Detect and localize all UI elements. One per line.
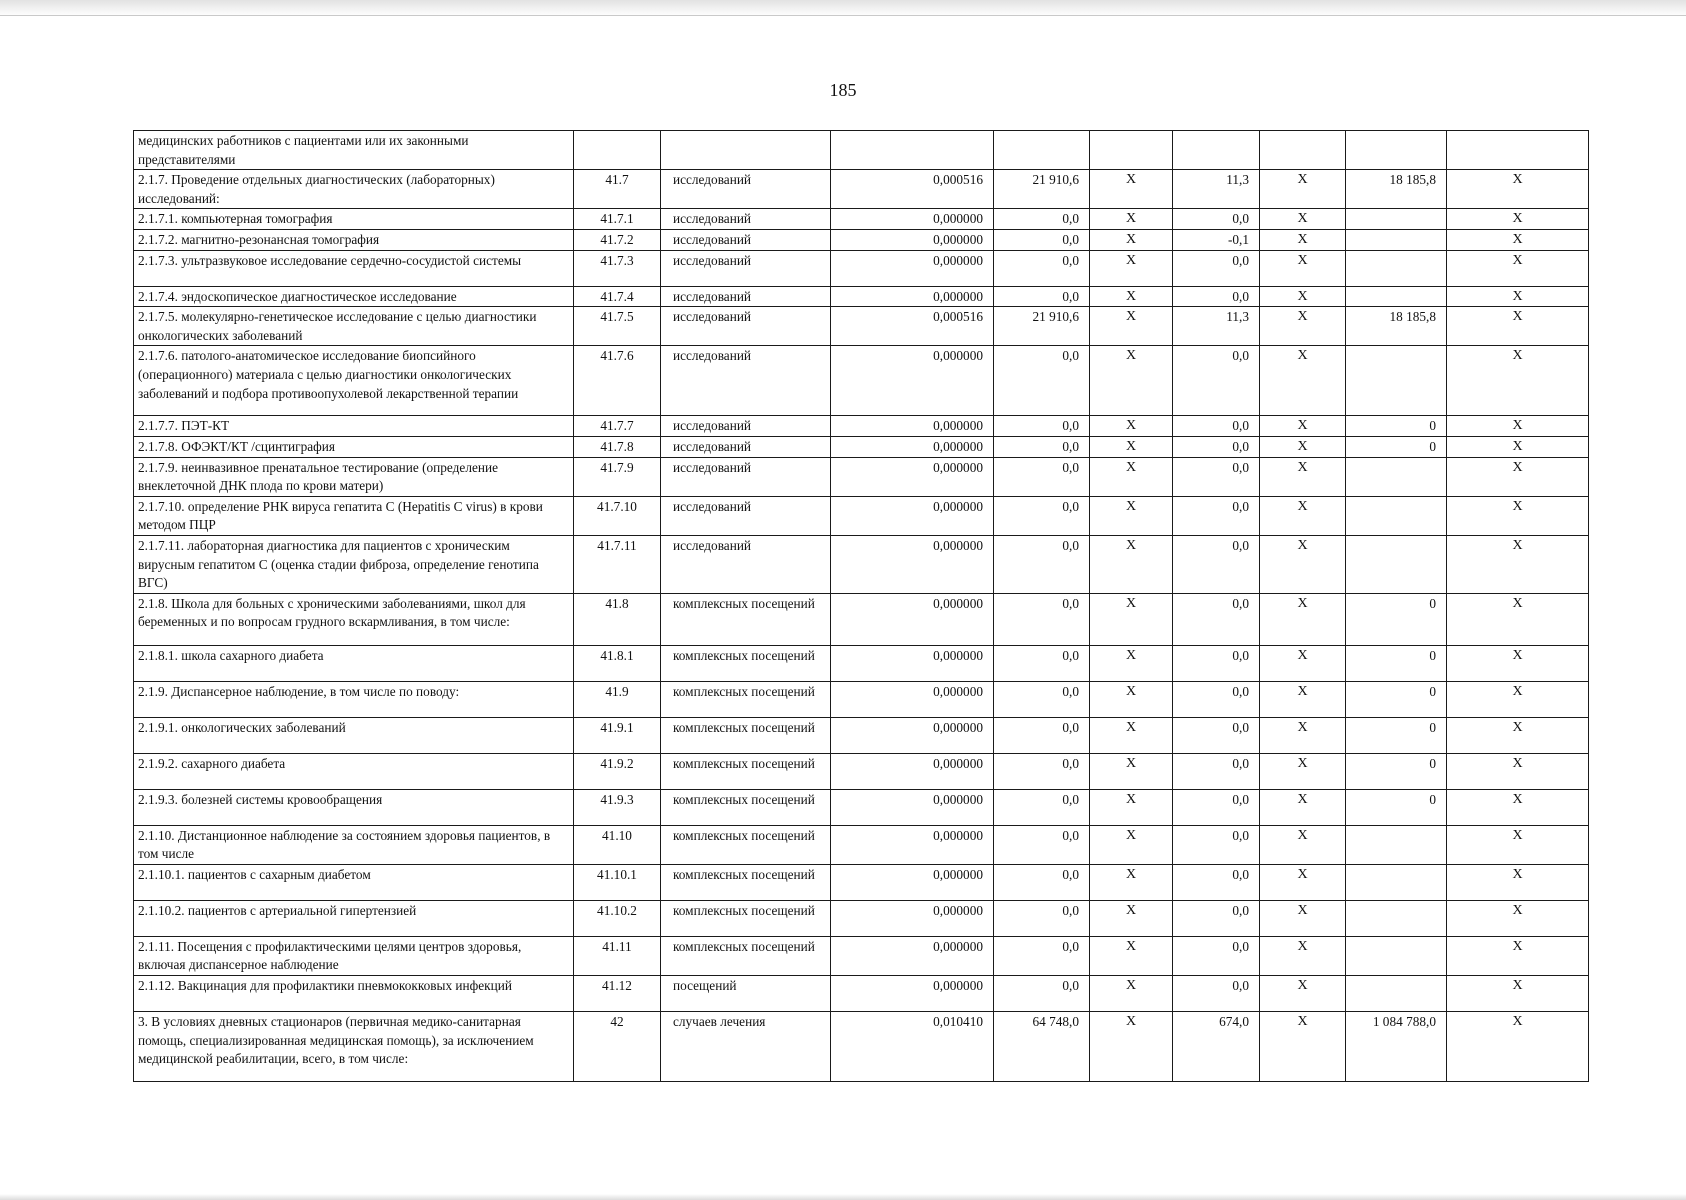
row-x2: X bbox=[1260, 789, 1346, 825]
row-norm: 0,000000 bbox=[831, 535, 994, 593]
row-cost: 0,0 bbox=[994, 645, 1090, 681]
row-unit: исследований bbox=[661, 535, 831, 593]
table-row bbox=[134, 209, 1589, 230]
row-x3: X bbox=[1447, 717, 1589, 753]
row-x2: X bbox=[1260, 864, 1346, 900]
row-label: 2.1.7.4. эндоскопическое диагностическое исследование bbox=[134, 286, 574, 307]
table-row bbox=[134, 593, 1589, 645]
row-sum: 0 bbox=[1346, 645, 1447, 681]
row-sum bbox=[1346, 825, 1447, 864]
row-x1: X bbox=[1090, 229, 1173, 250]
row-x1: X bbox=[1090, 976, 1173, 1012]
row-norm: 0,000000 bbox=[831, 753, 994, 789]
row-x3: X bbox=[1447, 1012, 1589, 1082]
row-cost: 0,0 bbox=[994, 250, 1090, 286]
row-norm: 0,010410 bbox=[831, 1012, 994, 1082]
row-x2: X bbox=[1260, 753, 1346, 789]
row-x1: X bbox=[1090, 900, 1173, 936]
row-cost: 0,0 bbox=[994, 976, 1090, 1012]
row-cost: 0,0 bbox=[994, 900, 1090, 936]
row-code: 41.7.9 bbox=[574, 457, 661, 496]
row-x1: X bbox=[1090, 593, 1173, 645]
row-code: 41.8.1 bbox=[574, 645, 661, 681]
row-x1: X bbox=[1090, 535, 1173, 593]
table-row bbox=[134, 936, 1589, 975]
row-sum bbox=[1346, 229, 1447, 250]
row-x2: X bbox=[1260, 1012, 1346, 1082]
row-cost: 0,0 bbox=[994, 825, 1090, 864]
table-row bbox=[134, 753, 1589, 789]
row-x3: X bbox=[1447, 496, 1589, 535]
row-code: 41.7.7 bbox=[574, 416, 661, 437]
table-row bbox=[134, 900, 1589, 936]
row-per-capita: 0,0 bbox=[1173, 717, 1260, 753]
row-sum: 0 bbox=[1346, 593, 1447, 645]
row-x2: X bbox=[1260, 717, 1346, 753]
row-x1: X bbox=[1090, 286, 1173, 307]
row-code: 41.7.10 bbox=[574, 496, 661, 535]
row-x1: X bbox=[1090, 209, 1173, 230]
row-x1: X bbox=[1090, 753, 1173, 789]
table-row bbox=[134, 307, 1589, 346]
row-sum: 0 bbox=[1346, 753, 1447, 789]
table-row bbox=[134, 976, 1589, 1012]
scan-edge-bottom bbox=[0, 1194, 1686, 1200]
row-x2: X bbox=[1260, 593, 1346, 645]
row-x3: X bbox=[1447, 864, 1589, 900]
row-code: 41.8 bbox=[574, 593, 661, 645]
row-x3: X bbox=[1447, 535, 1589, 593]
row-sum bbox=[1346, 900, 1447, 936]
row-label: 2.1.8. Школа для больных с хроническими заболеваниями, школ для беременных и по вопросам грудного вскармливания, в том числе: bbox=[134, 593, 574, 645]
row-per-capita: 0,0 bbox=[1173, 250, 1260, 286]
row-per-capita: 0,0 bbox=[1173, 286, 1260, 307]
row-sum bbox=[1346, 209, 1447, 230]
row-sum: 18 185,8 bbox=[1346, 170, 1447, 209]
row-x1: X bbox=[1090, 496, 1173, 535]
row-cost: 21 910,6 bbox=[994, 170, 1090, 209]
row-cost: 0,0 bbox=[994, 717, 1090, 753]
row-unit: исследований bbox=[661, 416, 831, 437]
row-label: 3. В условиях дневных стационаров (первичная медико-санитарная помощь, специализированная медицинская помощь), за исключением медицинской реабилитации, всего, в том числе: bbox=[134, 1012, 574, 1082]
row-x1: X bbox=[1090, 307, 1173, 346]
row-unit: исследований bbox=[661, 436, 831, 457]
row-sum bbox=[1346, 457, 1447, 496]
row-code: 42 bbox=[574, 1012, 661, 1082]
table-row bbox=[134, 416, 1589, 437]
row-unit: исследований bbox=[661, 496, 831, 535]
row-unit: комплексных посещений bbox=[661, 753, 831, 789]
row-per-capita: 0,0 bbox=[1173, 436, 1260, 457]
row-label: 2.1.7.8. ОФЭКТ/КТ /сцинтиграфия bbox=[134, 436, 574, 457]
scan-edge-line bbox=[0, 15, 1686, 16]
row-x1 bbox=[1090, 131, 1173, 170]
table-row bbox=[134, 496, 1589, 535]
row-unit bbox=[661, 131, 831, 170]
row-cost: 0,0 bbox=[994, 286, 1090, 307]
table-row bbox=[134, 250, 1589, 286]
row-label: 2.1.7.1. компьютерная томография bbox=[134, 209, 574, 230]
row-x1: X bbox=[1090, 436, 1173, 457]
row-norm: 0,000000 bbox=[831, 250, 994, 286]
row-x3: X bbox=[1447, 753, 1589, 789]
row-sum: 0 bbox=[1346, 717, 1447, 753]
table-row bbox=[134, 229, 1589, 250]
row-x1: X bbox=[1090, 681, 1173, 717]
row-norm: 0,000000 bbox=[831, 825, 994, 864]
row-label: 2.1.7.7. ПЭТ-КТ bbox=[134, 416, 574, 437]
row-x3: X bbox=[1447, 209, 1589, 230]
table-row bbox=[134, 436, 1589, 457]
row-code: 41.9.2 bbox=[574, 753, 661, 789]
row-x1: X bbox=[1090, 170, 1173, 209]
row-label: медицинских работников с пациентами или их законными представителями bbox=[134, 131, 574, 170]
row-sum bbox=[1346, 131, 1447, 170]
row-x3: X bbox=[1447, 900, 1589, 936]
row-x3: X bbox=[1447, 307, 1589, 346]
row-x2: X bbox=[1260, 209, 1346, 230]
row-norm: 0,000000 bbox=[831, 346, 994, 416]
row-sum bbox=[1346, 936, 1447, 975]
row-sum bbox=[1346, 976, 1447, 1012]
row-x2: X bbox=[1260, 170, 1346, 209]
row-cost bbox=[994, 131, 1090, 170]
row-unit: исследований bbox=[661, 286, 831, 307]
row-x1: X bbox=[1090, 717, 1173, 753]
row-per-capita: 0,0 bbox=[1173, 457, 1260, 496]
row-per-capita: 0,0 bbox=[1173, 346, 1260, 416]
row-x3: X bbox=[1447, 346, 1589, 416]
row-unit: комплексных посещений bbox=[661, 936, 831, 975]
row-cost: 0,0 bbox=[994, 436, 1090, 457]
row-cost: 0,0 bbox=[994, 936, 1090, 975]
row-code: 41.10.1 bbox=[574, 864, 661, 900]
row-x3: X bbox=[1447, 825, 1589, 864]
row-x2: X bbox=[1260, 936, 1346, 975]
row-code: 41.9.1 bbox=[574, 717, 661, 753]
row-unit: комплексных посещений bbox=[661, 645, 831, 681]
row-x1: X bbox=[1090, 250, 1173, 286]
row-x3: X bbox=[1447, 936, 1589, 975]
row-per-capita: -0,1 bbox=[1173, 229, 1260, 250]
row-x3 bbox=[1447, 131, 1589, 170]
row-x1: X bbox=[1090, 457, 1173, 496]
row-x1: X bbox=[1090, 936, 1173, 975]
row-unit: исследований bbox=[661, 229, 831, 250]
row-x2: X bbox=[1260, 229, 1346, 250]
row-unit: случаев лечения bbox=[661, 1012, 831, 1082]
row-x2 bbox=[1260, 131, 1346, 170]
row-sum: 18 185,8 bbox=[1346, 307, 1447, 346]
row-label: 2.1.9.2. сахарного диабета bbox=[134, 753, 574, 789]
row-per-capita: 0,0 bbox=[1173, 681, 1260, 717]
row-cost: 0,0 bbox=[994, 593, 1090, 645]
row-norm: 0,000000 bbox=[831, 286, 994, 307]
row-x2: X bbox=[1260, 250, 1346, 286]
row-unit: исследований bbox=[661, 346, 831, 416]
row-x1: X bbox=[1090, 645, 1173, 681]
row-per-capita: 0,0 bbox=[1173, 936, 1260, 975]
row-x2: X bbox=[1260, 307, 1346, 346]
row-label: 2.1.9.3. болезней системы кровообращения bbox=[134, 789, 574, 825]
row-sum bbox=[1346, 496, 1447, 535]
row-unit: исследований bbox=[661, 170, 831, 209]
row-label: 2.1.10.1. пациентов с сахарным диабетом bbox=[134, 864, 574, 900]
table-row bbox=[134, 681, 1589, 717]
row-sum bbox=[1346, 535, 1447, 593]
row-sum: 0 bbox=[1346, 789, 1447, 825]
row-norm: 0,000000 bbox=[831, 681, 994, 717]
row-x2: X bbox=[1260, 416, 1346, 437]
row-norm: 0,000000 bbox=[831, 789, 994, 825]
row-norm: 0,000516 bbox=[831, 307, 994, 346]
row-x2: X bbox=[1260, 900, 1346, 936]
row-label: 2.1.7.9. неинвазивное пренатальное тестирование (определение внеклеточной ДНК плода по крови матери) bbox=[134, 457, 574, 496]
page-number: 185 bbox=[829, 80, 857, 100]
row-x1: X bbox=[1090, 1012, 1173, 1082]
row-code: 41.7.6 bbox=[574, 346, 661, 416]
row-x1: X bbox=[1090, 789, 1173, 825]
table-row bbox=[134, 170, 1589, 209]
row-x3: X bbox=[1447, 645, 1589, 681]
row-unit: исследований bbox=[661, 209, 831, 230]
row-norm: 0,000000 bbox=[831, 229, 994, 250]
row-x2: X bbox=[1260, 681, 1346, 717]
row-per-capita: 0,0 bbox=[1173, 825, 1260, 864]
data-table bbox=[133, 130, 1589, 1082]
row-label: 2.1.8.1. школа сахарного диабета bbox=[134, 645, 574, 681]
row-label: 2.1.7.5. молекулярно-генетическое исследование с целью диагностики онкологических заболеваний bbox=[134, 307, 574, 346]
row-unit: комплексных посещений bbox=[661, 789, 831, 825]
row-code: 41.7.2 bbox=[574, 229, 661, 250]
row-sum bbox=[1346, 864, 1447, 900]
row-x1: X bbox=[1090, 346, 1173, 416]
row-per-capita: 674,0 bbox=[1173, 1012, 1260, 1082]
table-row bbox=[134, 457, 1589, 496]
table-row bbox=[134, 825, 1589, 864]
row-cost: 21 910,6 bbox=[994, 307, 1090, 346]
row-x3: X bbox=[1447, 170, 1589, 209]
row-per-capita: 0,0 bbox=[1173, 416, 1260, 437]
row-cost: 0,0 bbox=[994, 864, 1090, 900]
row-per-capita: 0,0 bbox=[1173, 864, 1260, 900]
row-x3: X bbox=[1447, 681, 1589, 717]
row-cost: 0,0 bbox=[994, 496, 1090, 535]
row-x2: X bbox=[1260, 825, 1346, 864]
row-code: 41.12 bbox=[574, 976, 661, 1012]
table-row bbox=[134, 286, 1589, 307]
table-row bbox=[134, 131, 1589, 170]
row-x3: X bbox=[1447, 250, 1589, 286]
row-norm: 0,000000 bbox=[831, 593, 994, 645]
row-cost: 0,0 bbox=[994, 346, 1090, 416]
table-row bbox=[134, 535, 1589, 593]
scan-edge-top bbox=[0, 0, 1686, 16]
row-label: 2.1.7. Проведение отдельных диагностических (лабораторных) исследований: bbox=[134, 170, 574, 209]
row-label: 2.1.9.1. онкологических заболеваний bbox=[134, 717, 574, 753]
row-norm: 0,000000 bbox=[831, 416, 994, 437]
row-norm: 0,000000 bbox=[831, 936, 994, 975]
row-x2: X bbox=[1260, 286, 1346, 307]
row-x1: X bbox=[1090, 416, 1173, 437]
row-per-capita: 0,0 bbox=[1173, 535, 1260, 593]
row-code: 41.7 bbox=[574, 170, 661, 209]
row-label: 2.1.10.2. пациентов с артериальной гипертензией bbox=[134, 900, 574, 936]
row-x1: X bbox=[1090, 825, 1173, 864]
table-row bbox=[134, 346, 1589, 416]
row-x3: X bbox=[1447, 789, 1589, 825]
row-unit: комплексных посещений bbox=[661, 864, 831, 900]
row-code: 41.7.8 bbox=[574, 436, 661, 457]
row-norm: 0,000000 bbox=[831, 209, 994, 230]
row-x2: X bbox=[1260, 457, 1346, 496]
row-per-capita: 0,0 bbox=[1173, 593, 1260, 645]
row-code: 41.7.1 bbox=[574, 209, 661, 230]
row-norm: 0,000000 bbox=[831, 717, 994, 753]
row-cost: 0,0 bbox=[994, 753, 1090, 789]
row-norm: 0,000000 bbox=[831, 436, 994, 457]
row-x2: X bbox=[1260, 436, 1346, 457]
row-x2: X bbox=[1260, 645, 1346, 681]
row-label: 2.1.9. Диспансерное наблюдение, в том числе по поводу: bbox=[134, 681, 574, 717]
table-row bbox=[134, 1012, 1589, 1082]
row-cost: 0,0 bbox=[994, 457, 1090, 496]
table-row bbox=[134, 717, 1589, 753]
row-norm: 0,000000 bbox=[831, 496, 994, 535]
table-row bbox=[134, 864, 1589, 900]
row-code: 41.7.3 bbox=[574, 250, 661, 286]
row-code: 41.11 bbox=[574, 936, 661, 975]
row-norm: 0,000000 bbox=[831, 645, 994, 681]
row-code bbox=[574, 131, 661, 170]
table-row bbox=[134, 645, 1589, 681]
row-x1: X bbox=[1090, 864, 1173, 900]
row-unit: комплексных посещений bbox=[661, 825, 831, 864]
row-label: 2.1.7.2. магнитно-резонансная томография bbox=[134, 229, 574, 250]
row-sum: 0 bbox=[1346, 436, 1447, 457]
row-code: 41.10.2 bbox=[574, 900, 661, 936]
row-sum bbox=[1346, 250, 1447, 286]
row-label: 2.1.7.3. ультразвуковое исследование сердечно-сосудистой системы bbox=[134, 250, 574, 286]
row-cost: 0,0 bbox=[994, 416, 1090, 437]
row-code: 41.7.11 bbox=[574, 535, 661, 593]
row-x3: X bbox=[1447, 593, 1589, 645]
row-label: 2.1.7.6. патолого-анатомическое исследование биопсийного (операционного) материала с целью диагностики онкологических заболеваний и подбора противоопухолевой лекарственной терапии bbox=[134, 346, 574, 416]
row-x3: X bbox=[1447, 416, 1589, 437]
row-code: 41.9.3 bbox=[574, 789, 661, 825]
row-unit: комплексных посещений bbox=[661, 593, 831, 645]
row-unit: комплексных посещений bbox=[661, 681, 831, 717]
row-label: 2.1.12. Вакцинация для профилактики пневмококковых инфекций bbox=[134, 976, 574, 1012]
row-per-capita: 11,3 bbox=[1173, 170, 1260, 209]
row-per-capita: 0,0 bbox=[1173, 900, 1260, 936]
row-per-capita bbox=[1173, 131, 1260, 170]
row-unit: комплексных посещений bbox=[661, 900, 831, 936]
row-unit: исследований bbox=[661, 250, 831, 286]
row-cost: 0,0 bbox=[994, 681, 1090, 717]
row-per-capita: 0,0 bbox=[1173, 496, 1260, 535]
row-per-capita: 11,3 bbox=[1173, 307, 1260, 346]
row-x2: X bbox=[1260, 346, 1346, 416]
row-x2: X bbox=[1260, 496, 1346, 535]
row-x3: X bbox=[1447, 436, 1589, 457]
row-unit: комплексных посещений bbox=[661, 717, 831, 753]
row-sum: 1 084 788,0 bbox=[1346, 1012, 1447, 1082]
row-code: 41.7.4 bbox=[574, 286, 661, 307]
row-label: 2.1.7.10. определение РНК вируса гепатита С (Hepatitis C virus) в крови методом ПЦР bbox=[134, 496, 574, 535]
row-sum bbox=[1346, 346, 1447, 416]
row-cost: 64 748,0 bbox=[994, 1012, 1090, 1082]
row-norm: 0,000000 bbox=[831, 864, 994, 900]
row-x2: X bbox=[1260, 535, 1346, 593]
row-label: 2.1.7.11. лабораторная диагностика для пациентов с хроническим вирусным гепатитом С (оценка стадии фиброза, определение генотипа ВГС) bbox=[134, 535, 574, 593]
row-label: 2.1.10. Дистанционное наблюдение за состоянием здоровья пациентов, в том числе bbox=[134, 825, 574, 864]
row-sum: 0 bbox=[1346, 416, 1447, 437]
row-cost: 0,0 bbox=[994, 209, 1090, 230]
row-sum bbox=[1346, 286, 1447, 307]
row-label: 2.1.11. Посещения с профилактическими целями центров здоровья, включая диспансерное наблюдение bbox=[134, 936, 574, 975]
row-norm: 0,000000 bbox=[831, 457, 994, 496]
row-x3: X bbox=[1447, 286, 1589, 307]
row-x2: X bbox=[1260, 976, 1346, 1012]
row-x3: X bbox=[1447, 457, 1589, 496]
row-per-capita: 0,0 bbox=[1173, 753, 1260, 789]
row-unit: исследований bbox=[661, 457, 831, 496]
row-norm: 0,000516 bbox=[831, 170, 994, 209]
row-sum: 0 bbox=[1346, 681, 1447, 717]
row-code: 41.9 bbox=[574, 681, 661, 717]
table-row bbox=[134, 789, 1589, 825]
row-x3: X bbox=[1447, 976, 1589, 1012]
row-unit: исследований bbox=[661, 307, 831, 346]
row-per-capita: 0,0 bbox=[1173, 209, 1260, 230]
row-code: 41.7.5 bbox=[574, 307, 661, 346]
row-norm bbox=[831, 131, 994, 170]
row-norm: 0,000000 bbox=[831, 900, 994, 936]
row-per-capita: 0,0 bbox=[1173, 645, 1260, 681]
row-unit: посещений bbox=[661, 976, 831, 1012]
row-cost: 0,0 bbox=[994, 229, 1090, 250]
row-cost: 0,0 bbox=[994, 535, 1090, 593]
row-per-capita: 0,0 bbox=[1173, 789, 1260, 825]
row-norm: 0,000000 bbox=[831, 976, 994, 1012]
row-code: 41.10 bbox=[574, 825, 661, 864]
row-x3: X bbox=[1447, 229, 1589, 250]
row-cost: 0,0 bbox=[994, 789, 1090, 825]
row-per-capita: 0,0 bbox=[1173, 976, 1260, 1012]
